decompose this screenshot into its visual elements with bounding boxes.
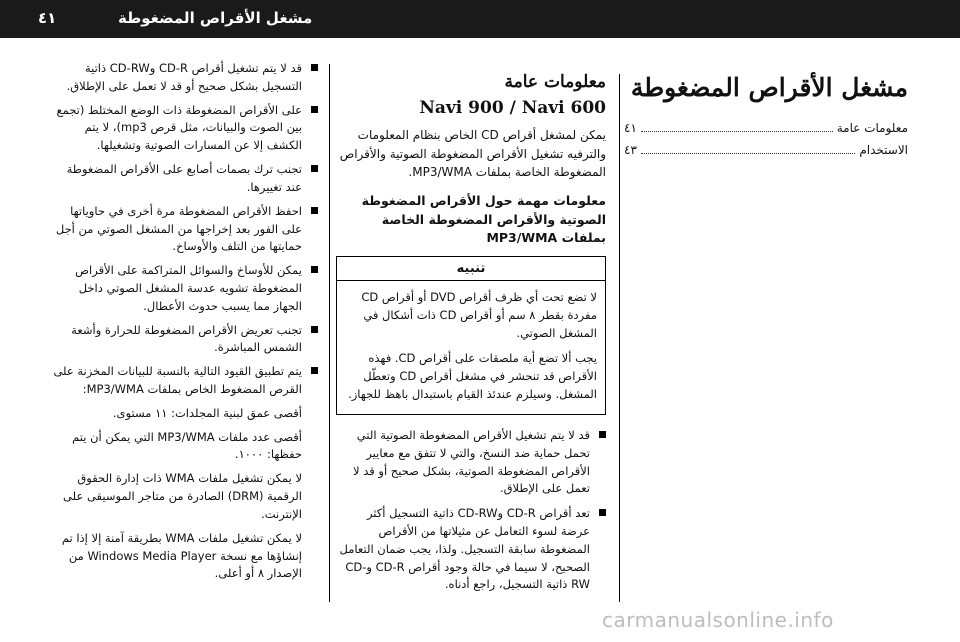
section-title: معلومات عامة [504, 72, 606, 92]
column-divider-left [329, 64, 330, 602]
toc-label: معلومات عامة [836, 120, 908, 135]
restriction-item: لا يمكن تشغيل ملفات WMA بطريقة آمنة إلا إذا تم إنشاؤها مع نسخة Windows Media Player من الإصدار ٨ أو أعلى. [61, 530, 302, 581]
important-heading: معلومات مهمة حول الأقراص المضغوطة الصوتية والأقراص المضغوطة الخاصة بملفات MP3/WMA [361, 192, 606, 246]
warning-title: تنبيه [337, 257, 605, 281]
model-title: Navi 900 / Navi 600 [419, 98, 606, 118]
warning-text: لا تضع تحت أي ظرف أقراص DVD أو أقراص CD مفردة بقطر ٨ سم أو أقراص CD ذات أشكال في المشغل الصوتي. [361, 290, 597, 340]
list-item: يمكن للأوساخ والسوائل المتراكمة على الأقراص المضغوطة تشويه عدسة المشغل الصوتي داخل الجهاز مما يسبب حدوث الأعطال. [48, 262, 318, 315]
bullet-icon [311, 106, 318, 113]
chapter-title: مشغل الأقراص المضغوطة [630, 73, 908, 102]
intro-paragraph: يمكن لمشغل أقراص CD الخاص بنظام المعلومات والترفيه تشغيل الأقراص المضغوطة الصوتية والأقراص المضغوطة الخاصة بملفات MP3/WMA. [339, 128, 606, 180]
page-header [0, 0, 960, 38]
column-divider-right [619, 74, 620, 602]
info-list [336, 427, 606, 594]
list-item: احفظ الأقراص المضغوطة مرة أخرى في حاوياتها على الفور بعد إخراجها من المشغل الصوتي من أجل حمايتها من التلف والأوساخ. [48, 203, 318, 256]
bullet-icon [311, 165, 318, 172]
list-item: تعد أقراص CD-R وCD-RW ذاتية التسجيل أكثر عرضة لسوء التعامل عن مثيلاتها من الأقراص المضغوطة سابقة التسجيل. ولذا، يجب ضمان التعامل الصحيح، لا سيما في حالة وجود أقراص CD-R وCD-RW ذاتية التسجيل، راجع أدناه. [336, 505, 606, 594]
toc-entry[interactable] [624, 143, 908, 157]
toc-column [624, 72, 908, 165]
toc-label: الاستخدام [859, 142, 908, 157]
list-item: قد لا يتم تشغيل الأقراص المضغوطة الصوتية التي تحمل حماية ضد النسخ، والتي لا تتفق مع معايير الأقراص المضغوطة الصوتية، بشكل صحيح أو قد لا تعمل على الإطلاق. [336, 427, 606, 498]
warning-text: يجب ألا تضع أية ملصقات على أقراص CD. فهذه الأقراص قد تنحشر في مشغل أقراص CD وتعطّل المشغل. وسيلزم عندئذ القيام باستبدال باهظ للجهاز. [348, 351, 597, 402]
bullet-icon [311, 64, 318, 71]
list-item: تجنب تعريض الأقراص المضغوطة للحرارة وأشعة الشمس المباشرة. [48, 322, 318, 358]
restriction-item: لا يمكن تشغيل ملفات WMA ذات إدارة الحقوق الرقمية (DRM) الصادرة من متاجر الموسيقى على الإنترنت. [63, 471, 302, 521]
list-item: على الأقراص المضغوطة ذات الوضع المختلط (تجمع بين الصوت والبيانات، مثل قرص mp3)، لا يتم الكشف إلا عن المسارات الصوتية وتشغيلها. [48, 102, 318, 155]
list-item: يتم تطبيق القيود التالية بالنسبة للبيانات المخزنة على القرص المضغوط الخاص بملفات MP3/WMA: [48, 363, 318, 399]
notes-list [48, 60, 318, 399]
bullet-icon [311, 266, 318, 273]
watermark: carmanualsonline.info [602, 608, 834, 632]
list-item: تجنب ترك بصمات أصابع على الأقراص المضغوطة عند تغييرها. [48, 161, 318, 197]
notes-column [48, 60, 318, 589]
restriction-item: أقصى عمق لبنية المجلدات: ١١ مستوى. [112, 405, 302, 420]
toc-page: ٤١ [624, 120, 637, 135]
toc-leader [641, 131, 833, 132]
general-info-column [336, 72, 606, 601]
bullet-icon [599, 431, 606, 438]
toc-leader [641, 153, 855, 154]
page-number: ٤١ [38, 9, 57, 27]
header-title: مشغل الأقراص المضغوطة [118, 9, 313, 27]
bullet-icon [311, 207, 318, 214]
bullet-icon [599, 509, 606, 516]
bullet-icon [311, 367, 318, 374]
warning-box [336, 256, 606, 415]
restriction-item: أقصى عدد ملفات MP3/WMA التي يمكن أن يتم حفظها: ١٠٠٠. [72, 429, 302, 462]
toc-page: ٤٣ [624, 142, 637, 157]
list-item: قد لا يتم تشغيل أقراص CD-R وCD-RW ذاتية التسجيل بشكل صحيح أو قد لا تعمل على الإطلاق. [48, 60, 318, 96]
bullet-icon [311, 326, 318, 333]
toc-entry[interactable] [624, 121, 908, 135]
